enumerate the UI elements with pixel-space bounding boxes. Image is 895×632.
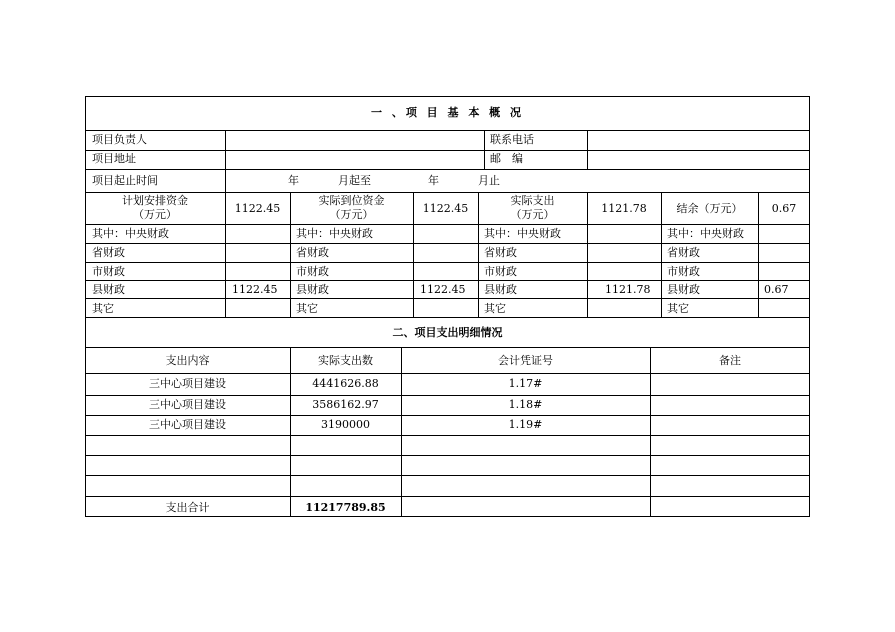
table-cell: 4441626.88 xyxy=(312,377,379,390)
rule xyxy=(85,455,810,456)
breakdown-label: 其它 xyxy=(484,302,506,315)
table-cell: 1.17# xyxy=(508,377,543,390)
rule xyxy=(401,347,402,517)
breakdown-label: 市财政 xyxy=(92,265,125,278)
spent-value: 1121.78 xyxy=(601,202,647,215)
table-cell: 3586162.97 xyxy=(312,398,379,411)
period-year-end: 年 xyxy=(428,174,439,187)
column-header: 会计凭证号 xyxy=(498,354,553,367)
breakdown-label: 省财政 xyxy=(296,246,329,259)
rule xyxy=(85,347,810,348)
breakdown-label: 其中：中央财政 xyxy=(484,227,561,240)
period-year-start: 年 xyxy=(288,174,299,187)
section-title: 一 、项 目 基 本 概 况 xyxy=(371,106,524,119)
breakdown-label: 县财政 xyxy=(667,283,700,296)
planned-funds-label: 计划安排资金 xyxy=(122,194,188,207)
rule xyxy=(85,224,810,225)
table-cell: 1.18# xyxy=(508,398,543,411)
balance-label: 结余（万元） xyxy=(676,202,743,215)
period-month-end: 月止 xyxy=(478,174,500,187)
rule xyxy=(85,496,810,497)
rule xyxy=(650,347,651,517)
table-cell: 三中心项目建设 xyxy=(149,398,226,411)
spent-unit: （万元） xyxy=(510,208,555,221)
address-label: 项目地址 xyxy=(92,152,136,165)
breakdown-value: 1121.78 xyxy=(605,283,651,296)
leader-field[interactable] xyxy=(226,131,484,150)
postcode-label: 邮 编 xyxy=(490,152,523,165)
balance-value: 0.67 xyxy=(771,202,797,215)
breakdown-value: 1122.45 xyxy=(420,283,466,296)
total-value: 11217789.85 xyxy=(305,501,386,514)
rule xyxy=(85,373,810,374)
postcode-field[interactable] xyxy=(588,151,809,169)
breakdown-label: 县财政 xyxy=(296,283,329,296)
table-cell: 3190000 xyxy=(321,418,370,431)
rule xyxy=(85,192,810,193)
total-label: 支出合计 xyxy=(165,501,210,514)
arrived-funds-label: 实际到位资金 xyxy=(318,194,385,207)
period-label: 项目起止时间 xyxy=(92,174,158,187)
section-title: 二、项目支出明细情况 xyxy=(392,326,503,339)
column-header: 备注 xyxy=(719,354,741,367)
contact-label: 联系电话 xyxy=(490,133,534,146)
column-header: 支出内容 xyxy=(165,354,210,367)
rule xyxy=(85,243,810,244)
table-cell: 1.19# xyxy=(508,418,543,431)
rule xyxy=(85,395,810,396)
breakdown-label: 省财政 xyxy=(667,246,700,259)
planned-funds-value: 1122.45 xyxy=(234,202,281,215)
spent-label: 实际支出 xyxy=(510,194,555,207)
rule xyxy=(484,130,485,169)
rule xyxy=(290,347,291,517)
column-header: 实际支出数 xyxy=(318,354,373,367)
breakdown-label: 省财政 xyxy=(484,246,517,259)
table-cell: 三中心项目建设 xyxy=(149,418,226,431)
planned-funds-unit: （万元） xyxy=(133,208,177,221)
breakdown-label: 省财政 xyxy=(92,246,125,259)
table-cell: 三中心项目建设 xyxy=(149,377,226,390)
rule xyxy=(85,435,810,436)
arrived-funds-value: 1122.45 xyxy=(422,202,469,215)
breakdown-label: 其中：中央财政 xyxy=(296,227,373,240)
breakdown-label: 市财政 xyxy=(667,265,700,278)
breakdown-label: 市财政 xyxy=(484,265,517,278)
breakdown-value: 1122.45 xyxy=(232,283,278,296)
period-month-start: 月起至 xyxy=(338,174,371,187)
breakdown-label: 县财政 xyxy=(484,283,517,296)
breakdown-label: 其中：中央财政 xyxy=(667,227,744,240)
breakdown-value: 0.67 xyxy=(764,283,789,296)
contact-field[interactable] xyxy=(588,131,809,150)
leader-label: 项目负责人 xyxy=(92,133,147,146)
rule xyxy=(85,169,810,170)
breakdown-label: 县财政 xyxy=(92,283,125,296)
breakdown-label: 其它 xyxy=(667,302,689,315)
rule xyxy=(85,280,810,281)
rule xyxy=(85,475,810,476)
rule xyxy=(85,262,810,263)
breakdown-label: 其它 xyxy=(296,302,318,315)
breakdown-label: 其中：中央财政 xyxy=(92,227,169,240)
rule xyxy=(85,415,810,416)
breakdown-label: 其它 xyxy=(92,302,114,315)
address-field[interactable] xyxy=(226,151,484,169)
arrived-funds-unit: （万元） xyxy=(329,208,374,221)
rule xyxy=(85,317,810,318)
breakdown-label: 市财政 xyxy=(296,265,329,278)
rule xyxy=(85,298,810,299)
